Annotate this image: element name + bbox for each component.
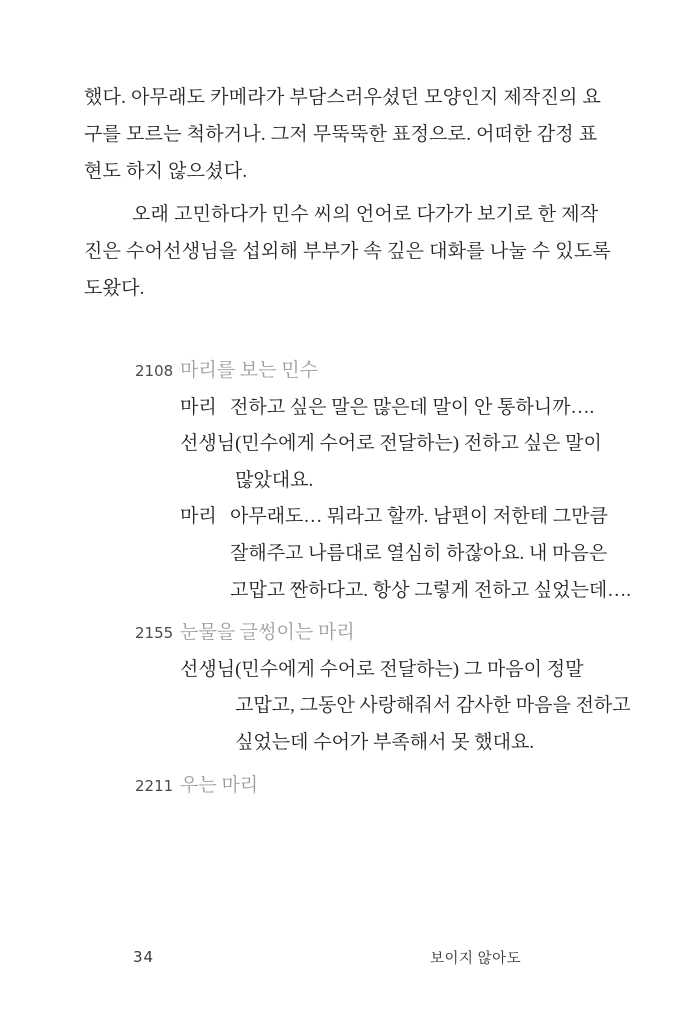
dialogue-line: 싶었는데 수어가 부족해서 못 했대요. xyxy=(235,731,535,753)
dialogue-line: 잘해주고 나름대로 열심히 하잖아요. 내 마음은 xyxy=(230,542,608,564)
scene-timecode: 2108 xyxy=(135,362,174,380)
speaker-name: 마리 xyxy=(180,396,217,418)
dialogue-line: 고맙고, 그동안 사랑해줘서 감사한 마음을 전하고 xyxy=(235,695,631,717)
paragraph-line: 진은 수어선생님을 섭외해 부부가 속 깊은 대화를 나눌 수 있도록 xyxy=(84,241,611,262)
scene-timecode: 2211 xyxy=(135,776,174,795)
paragraph xyxy=(84,196,615,307)
dialogue-row xyxy=(135,652,631,762)
scene-heading: 눈물을 글썽이는 마리 xyxy=(180,622,355,644)
dialogue-line: 많았대요. xyxy=(235,469,314,491)
dialogue-line: 전하고 싶은 말은 많은데 말이 안 통하니까…. xyxy=(230,396,595,418)
dialogue-text xyxy=(230,499,631,609)
dialogue-text xyxy=(230,390,615,427)
scene-row xyxy=(135,353,615,390)
dialogue-row xyxy=(135,499,631,609)
dialogue-line: 고맙고 짠하다고. 항상 그렇게 전하고 싶었는데…. xyxy=(230,579,631,601)
paragraph-line: 도왔다. xyxy=(84,278,145,299)
scene-row xyxy=(135,768,615,805)
script-block xyxy=(135,347,631,804)
dialogue-line: (민수에게 수어로 전달하는) 그 마음이 정말 xyxy=(235,658,584,680)
dialogue-row xyxy=(135,426,615,499)
paragraph-line: 현도 하지 않으셨다. xyxy=(84,161,248,182)
dialogue-line: 아무래도… 뭐라고 할까. 남편이 저한테 그만큼 xyxy=(230,506,608,528)
scene-heading: 우는 마리 xyxy=(180,774,259,796)
scene-heading: 마리를 보는 민수 xyxy=(180,360,318,381)
dialogue-line: (민수에게 수어로 전달하는) 전하고 싶은 말이 xyxy=(235,433,602,455)
paragraph-line: 오래 고민하다가 민수 씨의 언어로 다가가 보기로 한 제작 xyxy=(132,204,599,225)
book-title: 보이지 않아도 xyxy=(430,951,522,967)
scene-timecode: 2155 xyxy=(135,624,174,643)
page-number: 34 xyxy=(133,948,155,966)
dialogue-row xyxy=(135,390,615,427)
dialogue-text xyxy=(235,652,631,762)
dialogue-text xyxy=(235,426,615,499)
speaker-name: 선생님 xyxy=(180,433,236,455)
speaker-name: 마리 xyxy=(180,506,217,528)
speaker-name: 선생님 xyxy=(180,658,236,680)
paragraph xyxy=(84,79,615,190)
scene-row xyxy=(135,615,615,652)
paragraph-line: 구를 모르는 척하거나. 그저 무뚝뚝한 표정으로. 어떠한 감정 표 xyxy=(84,124,598,145)
paragraph-line: 했다. 아무래도 카메라가 부담스러우셨던 모양인지 제작진의 요 xyxy=(84,87,602,108)
